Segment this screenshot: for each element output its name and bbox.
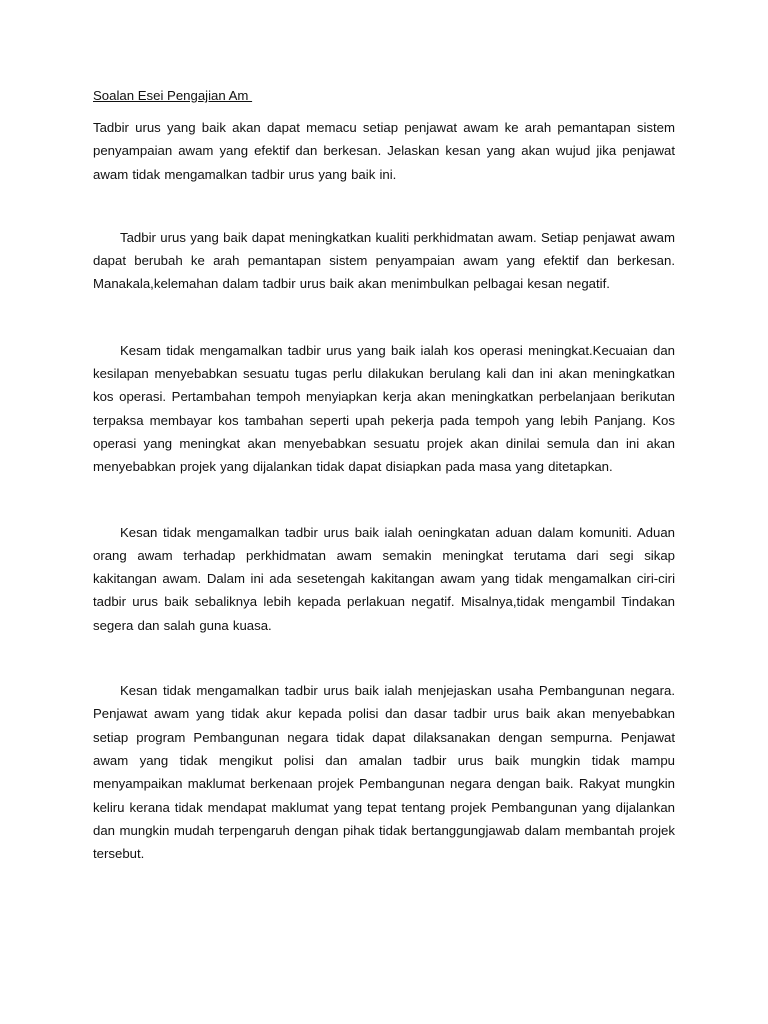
paragraph-introduction: Tadbir urus yang baik dapat meningkatkan kualiti perkhidmatan awam. Setiap penjawat awam dapat berubah ke arah pemantapan sistem penyampaian awam yang efektif dan berkesan. Manakala,kelemahan dalam tadbir urus baik akan menimbulkan pelbagai kesan negatif. [93, 229, 675, 292]
paragraph-point-2: Kesan tidak mengamalkan tadbir urus baik ialah oeningkatan aduan dalam komuniti. Aduan orang awam terhadap perkhidmatan awam semakin meningkat terutama dari segi sikap kakitangan awam. Dalam ini ada sesetengah kakitangan awam yang tidak mengamalkan ciri-ciri tadbir urus baik sebaliknya lebih kepada perlakuan negatif. Misalnya,tidak mengambil Tindakan segera dan salah guna kuasa. [93, 524, 675, 633]
document-title [93, 88, 675, 104]
paragraph-point-1: Kesam tidak mengamalkan tadbir urus yang baik ialah kos operasi meningkat.Kecuaian dan kesilapan menyebabkan sesuatu tugas perlu dilakukan berulang kali dan ini akan meningkatkan kos operasi. Pertambahan tempoh menyiapkan kerja akan meningkatkan perbelanjaan berikutan terpaksa membayar kos tambahan seperti upah pekerja pada tempoh yang lebih Panjang. Kos operasi yang meningkat akan menyebabkan sesuatu projek akan dinilai semula dan ini akan menyebabkan projek yang dijalankan tidak dapat disiapkan pada masa yang ditetapkan. [93, 342, 675, 475]
paragraph-point-3: Kesan tidak mengamalkan tadbir urus baik ialah menjejaskan usaha Pembangunan negara. Penjawat awam yang tidak akur kepada polisi dan dasar tadbir urus baik akan menyebabkan setiap program Pembangunan negara tidak dapat dilaksanakan dengan sempurna. Penjawat awam yang tidak mengikut polisi dan amalan tadbir urus baik mungkin tidak mampu menyampaikan maklumat berkenaan projek Pembangunan negara dengan baik. Rakyat mungkin keliru kerana tidak mendapat maklumat yang tepat tentang projek Pembangunan yang dijalankan dan mungkin mudah terpengaruh dengan pihak tidak bertanggungjawab dalam membantah projek tersebut. [93, 683, 675, 862]
document-title-text: Soalan Esei Pengajian Am [93, 88, 253, 103]
essay-question: Tadbir urus yang baik akan dapat memacu setiap penjawat awam ke arah pemantapan sistem penyampaian awam yang efektif dan berkesan. Jelaskan kesan yang akan wujud jika penjawat awam tidak mengamalkan tadbir urus yang baik ini. [93, 120, 675, 182]
document-body [93, 88, 675, 865]
